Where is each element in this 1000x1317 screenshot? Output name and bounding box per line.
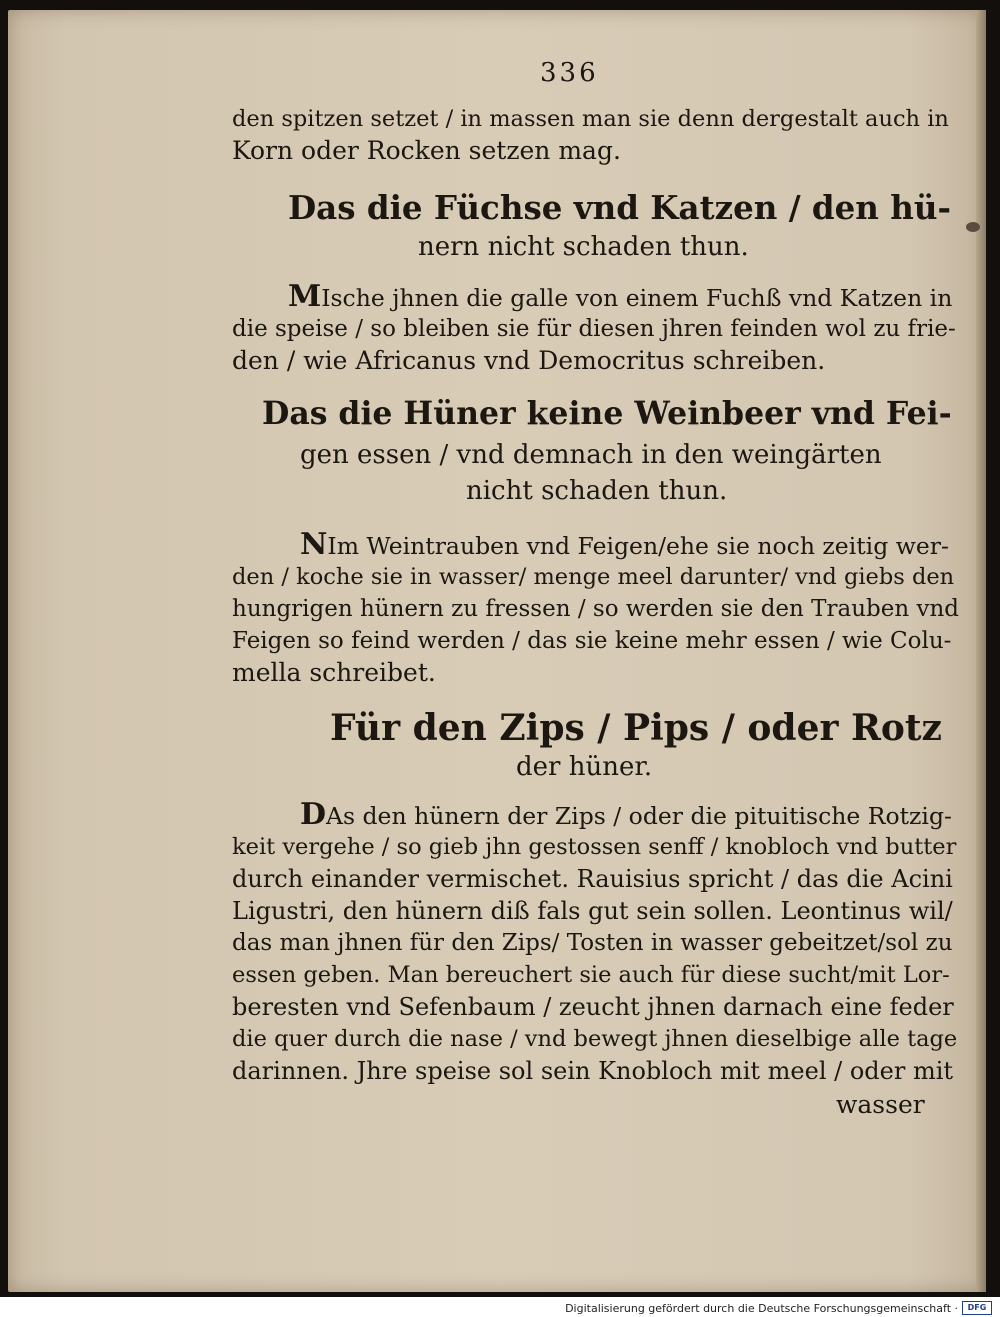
- section-heading: Das die Füchse vnd Katzen / den hü-: [288, 188, 951, 227]
- text-line: Feigen so feind werden / das sie keine mehr essen / wie Colu-: [232, 628, 952, 654]
- paragraph-first-line: [300, 797, 952, 832]
- section-heading-cont: nern nicht schaden thun.: [418, 232, 749, 262]
- dfg-logo: DFG: [962, 1301, 992, 1315]
- text-line: Ische jhnen die galle von einem Fuchß vnd Katzen in: [321, 284, 953, 312]
- text-line: die speise / so bleiben sie für diesen jhren feinden wol zu frie-: [232, 316, 956, 342]
- text-line: die quer durch die nase / vnd bewegt jhnen dieselbige alle tage: [232, 1026, 958, 1052]
- initial-letter: N: [300, 527, 328, 562]
- text-line: durch einander vermischet. Rauisius spricht / das die Acini: [232, 865, 953, 893]
- paragraph-first-line: [288, 279, 953, 314]
- text-line: darinnen. Jhre speise sol sein Knobloch mit meel / oder mit: [232, 1057, 954, 1085]
- text-line: mella schreibet.: [232, 658, 436, 687]
- text-line: keit vergehe / so gieb jhn gestossen senff / knobloch vnd butter: [232, 834, 957, 860]
- text-line: das man jhnen für den Zips/ Tosten in wasser gebeitzet/sol zu: [232, 930, 953, 956]
- digitization-credit: [565, 1300, 992, 1316]
- text-line: essen geben. Man bereuchert sie auch für diese sucht/mit Lor-: [232, 962, 950, 988]
- initial-letter: D: [300, 797, 327, 832]
- initial-letter: M: [288, 279, 322, 314]
- page-number: 336: [540, 58, 599, 88]
- text-line: As den hünern der Zips / oder die pituitische Rotzig-: [326, 802, 952, 830]
- section-heading: Das die Hüner keine Weinbeer vnd Fei-: [262, 395, 952, 432]
- section-heading: Für den Zips / Pips / oder Rotz: [330, 707, 942, 749]
- text-line: Korn oder Rocken setzen mag.: [232, 136, 621, 165]
- text-line: den / koche sie in wasser/ menge meel darunter/ vnd giebs den: [232, 564, 955, 590]
- text-line: Im Weintrauben vnd Feigen/ehe sie noch zeitig wer-: [327, 532, 949, 560]
- section-heading-cont: nicht schaden thun.: [466, 476, 728, 506]
- text-line: Ligustri, den hünern diß fals gut sein sollen. Leontinus wil/: [232, 897, 953, 925]
- text-line: den / wie Africanus vnd Democritus schreiben.: [232, 346, 826, 375]
- text-line: beresten vnd Sefenbaum / zeucht jhnen darnach eine feder: [232, 993, 954, 1021]
- text-line: hungrigen hünern zu fressen / so werden sie den Trauben vnd: [232, 596, 960, 622]
- section-heading-cont: gen essen / vnd demnach in den weingärten: [300, 440, 882, 470]
- catchword: wasser: [836, 1090, 925, 1119]
- credit-text: Digitalisierung gefördert durch die Deutsche Forschungsgemeinschaft ·: [565, 1301, 958, 1315]
- section-heading-cont: der hüner.: [516, 752, 653, 782]
- text-line: den spitzen setzet / in massen man sie denn dergestalt auch in: [232, 106, 949, 132]
- margin-mark: [966, 222, 980, 232]
- paragraph-first-line: [300, 527, 949, 562]
- page-edge: [976, 10, 986, 1292]
